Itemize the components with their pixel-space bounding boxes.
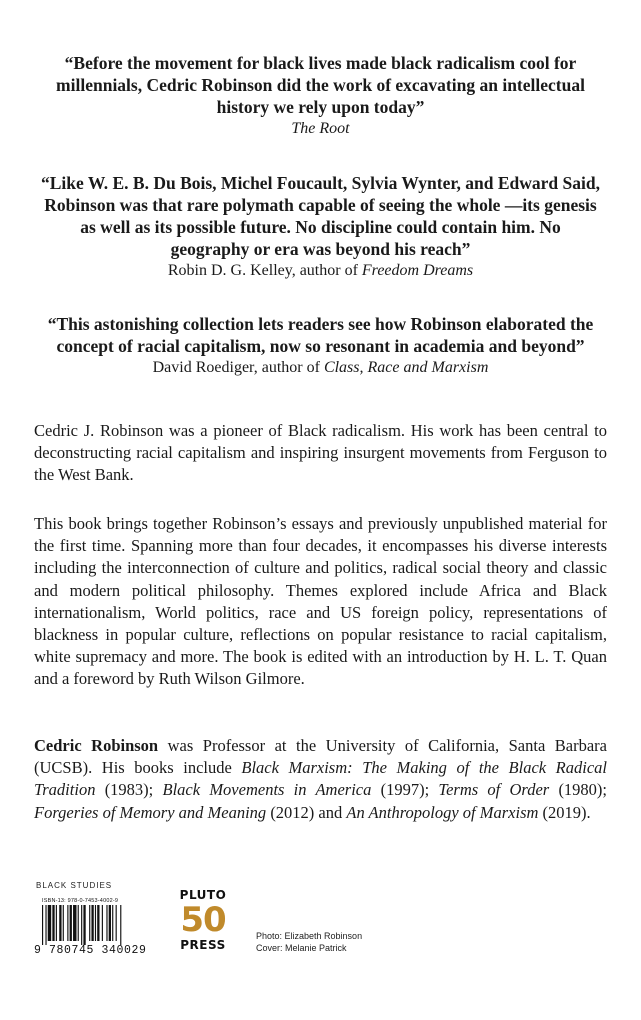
barcode-bar [83, 905, 85, 945]
isbn-bottom-text: 9 780745 340029 [34, 944, 147, 957]
quote-1 [40, 52, 601, 140]
barcode-bar [109, 905, 111, 941]
quote-text: “Like W. E. B. Du Bois, Michel Foucault, Sylvia Wynter, and Edward Said, Robinson was that rare polymath capable of seeing the whole —its genesis as well as its possible future. No discipline could contain him. No geography or era was beyond his reach” [41, 173, 600, 259]
book-title: An Anthropology of Marxism [346, 802, 539, 822]
quote-text: “Before the movement for black lives made black radicalism cool for millennials, Cedric Robinson did the work of excavating an intellectual history we rely upon today” [56, 53, 585, 117]
author-bio [34, 735, 607, 824]
publisher-logo-bottom: PRESS [180, 938, 226, 952]
publisher-logo [167, 888, 239, 952]
bio-text: (1983); [95, 780, 163, 800]
publisher-logo-number: 50 [180, 900, 226, 940]
barcode-bar [106, 905, 107, 941]
bio-text: (2012) and [266, 802, 347, 822]
barcode-bar [89, 905, 90, 941]
bio-text: (1980); [549, 780, 608, 800]
cover-credits [256, 930, 362, 954]
category-label: BLACK STUDIES [36, 881, 113, 890]
barcode-bar [81, 905, 82, 945]
barcode-bar [102, 905, 103, 941]
quote-source-author: Robin D. G. Kelley, author of [167, 262, 362, 279]
barcode-bar [59, 905, 61, 941]
barcode-bar [120, 905, 121, 945]
publisher-logo-top: PLUTO [179, 888, 227, 902]
isbn-barcode [34, 897, 160, 961]
barcode-bar [63, 905, 64, 941]
barcode-bar [91, 905, 93, 941]
barcode-bar [95, 905, 96, 941]
barcode-bar [45, 905, 46, 945]
barcode-bar [67, 905, 68, 941]
book-title: Black Movements in America [162, 780, 372, 800]
bio-text: (2019). [538, 802, 591, 822]
quote-source-title: The Root [291, 120, 350, 137]
barcode-bar [78, 905, 79, 941]
book-title: Forgeries of Memory and Meaning [34, 802, 267, 822]
quote-source-title: Freedom Dreams [361, 262, 474, 279]
quote-source-author: David Roediger, author of [152, 359, 324, 376]
book-title: Terms of Order [438, 780, 550, 800]
author-name: Cedric Robinson [34, 736, 159, 755]
barcode-bar [56, 905, 57, 941]
barcode-bar [112, 905, 113, 941]
quote-source [40, 260, 601, 282]
quote-text: “This astonishing collection lets readers see how Robinson elaborated the concept of racial capitalism, now so resonant in academia and beyond” [47, 314, 594, 356]
barcode-bar [48, 905, 51, 941]
photo-credit: Photo: Elizabeth Robinson [256, 931, 363, 941]
barcode-bar [52, 905, 54, 941]
quote-source [40, 357, 601, 379]
quote-2 [40, 172, 601, 282]
barcode-bar [42, 905, 43, 945]
description-paragraph-2: This book brings together Robinson’s essays and previously unpublished material for the first time. Spanning more than four decades, it encompasses his diverse interests including the interconnection of culture and politics, radical social theory and classic and modern political philosophy. Themes explored include Africa and Black internationalism, World politics, race and US foreign policy, representations of blackness in popular culture, reflections on popular resistance to racial capitalism, white supremacy and more. The book is edited with an introduction by H. L. T. Quan and a foreword by Ruth Wilson Gilmore. [34, 514, 607, 689]
description-paragraph-1: Cedric J. Robinson was a pioneer of Black radicalism. His work has been central to deconstructing racial capitalism and inspiring insurgent movements from Ferguson to the West Bank. [34, 421, 607, 485]
barcode-bar [97, 905, 99, 941]
barcode-bar [116, 905, 117, 941]
book-title: Black Marxism: The Making of the Black Radical Tradition [34, 758, 607, 800]
barcode-bars-icon [42, 905, 156, 945]
bio-text: (1997); [371, 780, 439, 800]
quote-source [40, 118, 601, 140]
isbn-top-text: ISBN-13: 978-0-7453-4002-9 [42, 898, 119, 904]
barcode-bar [73, 905, 76, 941]
bio-text: was Professor at the University of California, Santa Barbara (UCSB). His books include [34, 736, 607, 778]
cover-credit: Cover: Melanie Patrick [256, 943, 347, 953]
quote-source-title: Class, Race and Marxism [323, 359, 489, 376]
barcode-bar [70, 905, 72, 941]
quote-3 [40, 313, 601, 379]
